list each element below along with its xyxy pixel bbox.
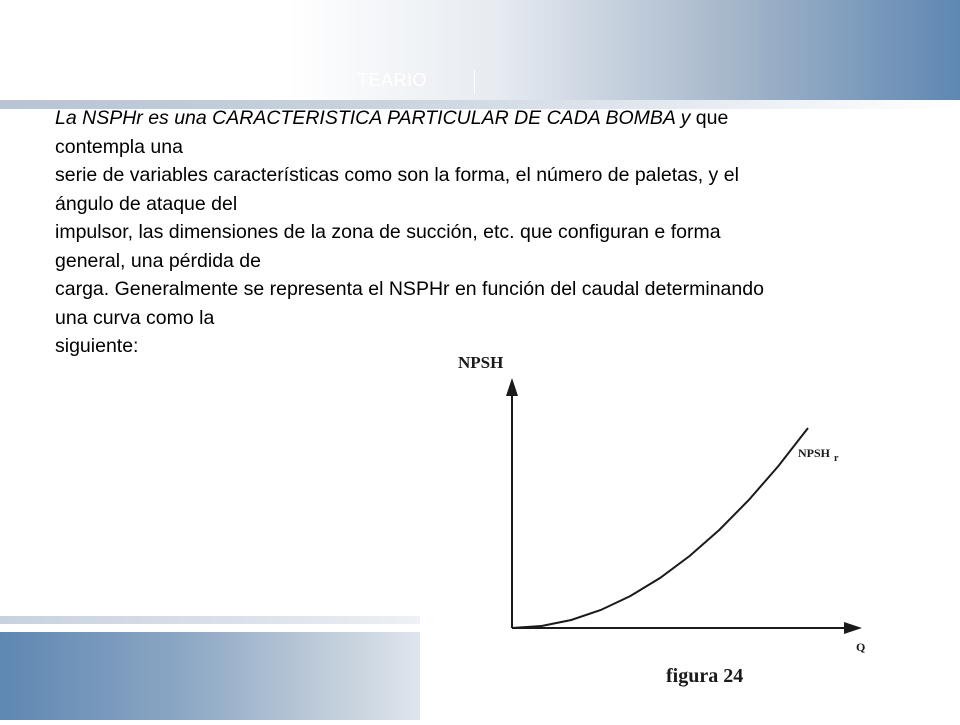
npsh-r-curve: [512, 428, 808, 628]
y-axis-label: NPSH: [458, 353, 504, 372]
npsh-chart: [420, 340, 960, 720]
paragraph-line: general, una pérdida de: [55, 249, 261, 272]
header-label: TEARIO: [357, 70, 428, 90]
x-axis-label: Q: [856, 640, 866, 654]
series-label: [798, 446, 839, 464]
paragraph-line: carga. Generalmente se representa el NSPHr en función del caudal determinando: [55, 278, 764, 300]
paragraph-line: siguiente:: [55, 335, 139, 357]
footer-divider: [0, 616, 420, 624]
paragraph-emphasis: La NSPHr es una CARACTERISTICA PARTICULAR DE CADA BOMBA y: [55, 107, 691, 129]
npsh-figure: [420, 340, 960, 720]
paragraph-line: ángulo de ataque del: [55, 192, 238, 215]
paragraph-line: una curva como la: [55, 306, 215, 329]
body-paragraph: [55, 104, 915, 361]
paragraph-text: que: [690, 107, 729, 129]
x-axis-arrow-icon: [844, 622, 862, 634]
y-axis-arrow-icon: [506, 378, 518, 396]
paragraph-line: contempla una: [55, 135, 183, 158]
footer-band: [0, 632, 420, 720]
figure-caption: figura 24: [666, 665, 744, 687]
paragraph-line: impulsor, las dimensiones de la zona de succión, etc. que configuran e forma: [55, 221, 721, 243]
header-separator: [474, 70, 475, 94]
series-label-sub: r: [834, 453, 839, 464]
paragraph-line: [55, 104, 915, 133]
series-label-main: NPSH: [798, 446, 831, 460]
header-band: [0, 0, 960, 100]
paragraph-line: serie de variables características como son la forma, el número de paletas, y el: [55, 164, 739, 186]
